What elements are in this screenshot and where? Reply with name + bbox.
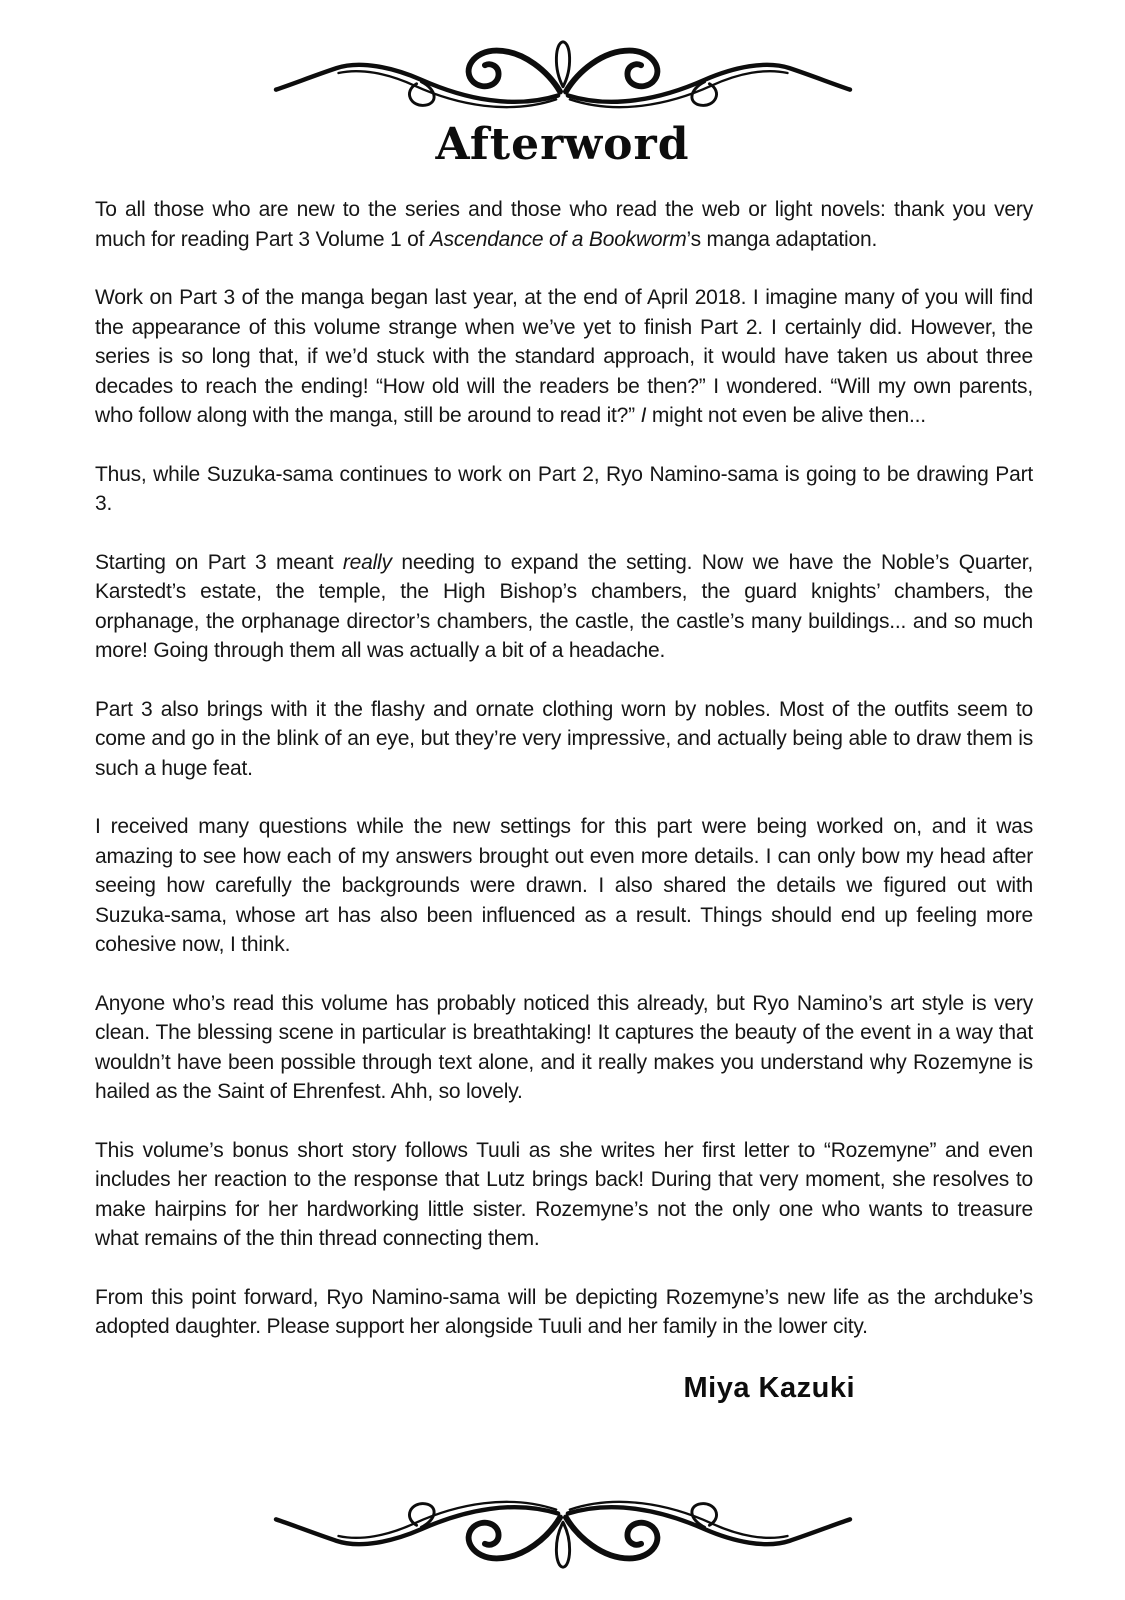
paragraph: I received many questions while the new settings for this part were being worked on, and it was amazing to see how each of my answers brought out even more details. I can only bow my head after seeing how carefully the backgrounds were drawn. I also shared the details we figured out with Suzuka-sama, whose art has also been influenced as a result. Things should end up feeling more cohesive now, I think. [95,815,1033,956]
calligraphic-flourish-icon [268,33,858,115]
paragraph: Starting on Part 3 meant really needing to expand the setting. Now we have the Noble’s Quarter, Karstedt’s estate, the temple, the High Bishop’s chambers, the guard knights’ chambers, the orphanage, the orphanage director’s chambers, the castle, the castle’s many buildings... and so much more! Going through them all was actually a bit of a headache. [95,550,1033,662]
paragraph: Work on Part 3 of the manga began last year, at the end of April 2018. I imagine many of you will find the appearance of this volume strange when we’ve yet to finish Part 2. I certainly did. However, the series is so long that, if we’d stuck with the standard approach, it would have taken us about three decades to reach the ending! “How old will the readers be then?” I wondered. “Will my own parents, who follow along with the manga, still be around to read it?” I might not even be alive then... [95,286,1033,427]
paragraph: To all those who are new to the series and those who read the web or light novels: thank you very much for reading Part 3 Volume 1 of Ascendance of a Bookworm’s manga adaptation. [95,198,1033,251]
paragraph: Anyone who’s read this volume has probably noticed this already, but Ryo Namino’s art style is very clean. The blessing scene in particular is breathtaking! It captures the beauty of the event in a way that wouldn’t have been possible through text alone, and it really makes you understand why Rozemyne is hailed as the Saint of Ehrenfest. Ahh, so lovely. [95,991,1033,1103]
page-title: Afterword [435,119,690,170]
calligraphic-flourish-icon [268,1494,858,1576]
flourish-ornament-top [0,0,1125,115]
paragraph: From this point forward, Ryo Namino-sama will be depicting Rozemyne’s new life as the archduke’s adopted daughter. Please support her alongside Tuuli and her family in the lower city. [95,1285,1033,1338]
paragraph: Thus, while Suzuka-sama continues to work on Part 2, Ryo Namino-sama is going to be drawing Part 3. [95,462,1033,515]
flourish-ornament-bottom [0,1494,1125,1576]
paragraph: Part 3 also brings with it the flashy and ornate clothing worn by nobles. Most of the outfits seem to come and go in the blink of an eye, but they’re very impressive, and actually being able to draw them is such a huge feat. [95,697,1033,780]
afterword-text [0,171,1125,1405]
paragraph: This volume’s bonus short story follows Tuuli as she writes her first letter to “Rozemyne” and even includes her reaction to the response that Lutz brings back! During that very moment, she resolves to make hairpins for her hardworking little sister. Rozemyne’s not the only one who wants to treasure what remains of the thin thread connecting them. [95,1138,1033,1250]
author-signature: Miya Kazuki [683,1371,855,1404]
